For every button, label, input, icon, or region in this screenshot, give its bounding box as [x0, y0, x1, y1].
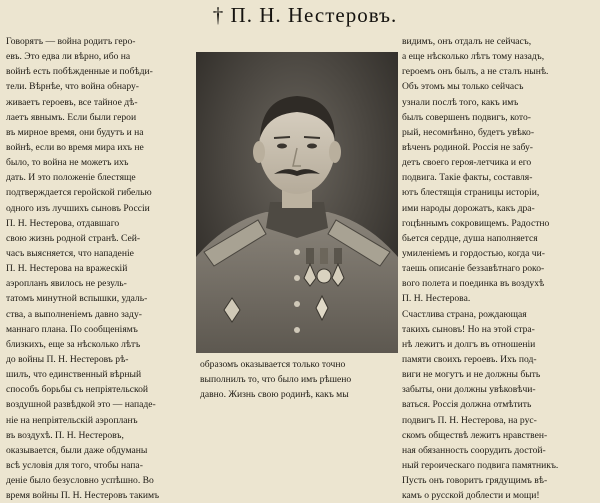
text-line: гоцѣннымъ сокровищемъ. Радостно — [402, 217, 550, 229]
text-line: а еще нѣсколько лѣтъ тому назадъ, — [402, 51, 545, 63]
text-line: было, то война не можетъ ихъ — [6, 157, 129, 169]
text-line: былъ совершенъ подвигъ, кото- — [402, 111, 531, 123]
text-line: ваться. Россія должна отмѣтить — [402, 399, 532, 411]
text-line: ими народы дорожатъ, какъ дра- — [402, 202, 535, 214]
text-line: памяти своихъ героевъ. Ихъ под- — [402, 353, 537, 365]
text-line: въ мирное время, они будутъ и на — [6, 126, 144, 138]
text-line: вого полета и поединка въ воздухѣ — [402, 278, 545, 290]
bottom-text-column — [200, 357, 400, 402]
text-line: виги не могутъ и не должны быть — [402, 369, 541, 381]
text-line: скомъ обществѣ лежитъ нравствен- — [402, 429, 548, 441]
text-line: такихъ сыновъ! Но на этой стра- — [402, 323, 535, 335]
text-line: воздушной развѣдкой это — нападе- — [6, 399, 156, 411]
text-line: Говорятъ — война родитъ геро- — [6, 36, 136, 47]
text-line: войнѣ есть побѣжденные и побѣди- — [6, 66, 153, 78]
text-line: камъ о русской доблести и мощи! — [402, 490, 540, 502]
text-line: видимъ, онъ отдалъ не сейчасъ, — [402, 36, 532, 47]
text-line: Объ этомъ мы только сейчасъ — [402, 81, 524, 93]
text-line: одного изъ лучшихъ сыновъ Россіи — [6, 202, 150, 214]
right-text-column — [402, 34, 594, 503]
article-title: † П. Н. Нестеровъ. — [212, 3, 398, 27]
text-line: давно. Жизнь свою родинѣ, какъ мы — [200, 389, 349, 401]
text-line: образомъ оказывается только точно — [200, 359, 346, 370]
text-line: подвига. Такіе факты, составля- — [402, 172, 533, 184]
text-line: въ воздухѣ. П. Н. Нестеровъ, — [6, 429, 124, 441]
text-line: время войны П. Н. Нестеровъ такимъ — [6, 490, 160, 502]
text-line: до войны П. Н. Нестеровъ рѣ- — [6, 353, 129, 365]
text-line: П. Н. Нестерова. — [402, 293, 471, 305]
text-line: бьется сердце, душа наполняется — [402, 232, 538, 244]
text-line: нѣ лежитъ и долгъ въ отношеніи — [402, 338, 536, 350]
text-line: рый, несомнѣнно, будетъ увѣко- — [402, 126, 535, 138]
text-line: ства, а выполненіемъ давно заду- — [6, 308, 142, 320]
text-line: П. Н. Нестерова, отдавшаго — [6, 217, 120, 229]
text-line: ютъ блестящія страницы исторіи, — [402, 187, 540, 199]
text-line: всѣ условія для того, чтобы напа- — [6, 459, 143, 471]
text-line: тели. Вѣрнѣе, что война обнару- — [6, 81, 139, 93]
text-line: деніе было безусловно успѣшно. Во — [6, 475, 154, 487]
text-line: дать. И это положеніе блестяще — [6, 172, 136, 184]
text-line: детъ своего героя-летчика и его — [402, 157, 532, 169]
text-line: выполнилъ то, что было имъ рѣшено — [200, 374, 352, 386]
text-line: ная обязанность соорудить достой- — [402, 444, 546, 456]
text-line: оказывается, были даже обдуманы — [6, 444, 148, 456]
text-line: близкихъ, еще за нѣсколько лѣтъ — [6, 338, 141, 350]
text-line: Пусть онъ говоритъ грядущимъ вѣ- — [402, 475, 548, 487]
text-line: Счастлива страна, рождающая — [402, 308, 527, 320]
text-line: П. Н. Нестерова на вражескій — [6, 263, 128, 275]
text-line: подтверждается геройской гибелью — [6, 187, 152, 199]
left-text-column — [6, 34, 192, 503]
text-line: маннаго плана. По сообщеніямъ — [6, 323, 138, 335]
text-line: ніе на непріятельскій аэропланъ — [6, 414, 138, 426]
text-line: свою жизнь родной странѣ. Сей- — [6, 232, 141, 244]
text-line: евъ. Это едва ли вѣрно, ибо на — [6, 51, 131, 63]
text-line: живаетъ героевъ, все тайное дѣ- — [6, 96, 138, 108]
text-line: войнѣ, если во время мира ихъ не — [6, 141, 144, 153]
text-line: шилъ, что единственный вѣрный — [6, 369, 142, 381]
text-line: забыты, они должны увѣковѣчи- — [402, 384, 536, 396]
text-line: лаетъ явнымъ. Если были герои — [6, 111, 137, 123]
text-line: аэропланъ явилось не резуль- — [6, 278, 127, 290]
text-line: вѣченъ родиной. Россія не забу- — [402, 141, 533, 153]
text-line: подвигъ П. Н. Нестерова, на рус- — [402, 414, 537, 426]
text-line: героемъ онъ былъ, а не сталъ нынѣ. — [402, 66, 549, 78]
text-line: узнали послѣ того, какъ имъ — [402, 96, 519, 108]
text-line: часъ выясняется, что нападеніе — [6, 247, 134, 259]
text-line: умиленіемъ и гордостью, когда чи- — [402, 247, 545, 259]
portrait-photo — [196, 52, 398, 353]
text-line: способъ борьбы съ непріятельской — [6, 384, 149, 396]
text-line: татомъ минутной вспышки, удаль- — [6, 293, 148, 305]
text-line: таешь описаніе беззавѣтнаго роко- — [402, 263, 545, 275]
text-line: ный героическаго подвига памятникъ. — [402, 459, 559, 471]
